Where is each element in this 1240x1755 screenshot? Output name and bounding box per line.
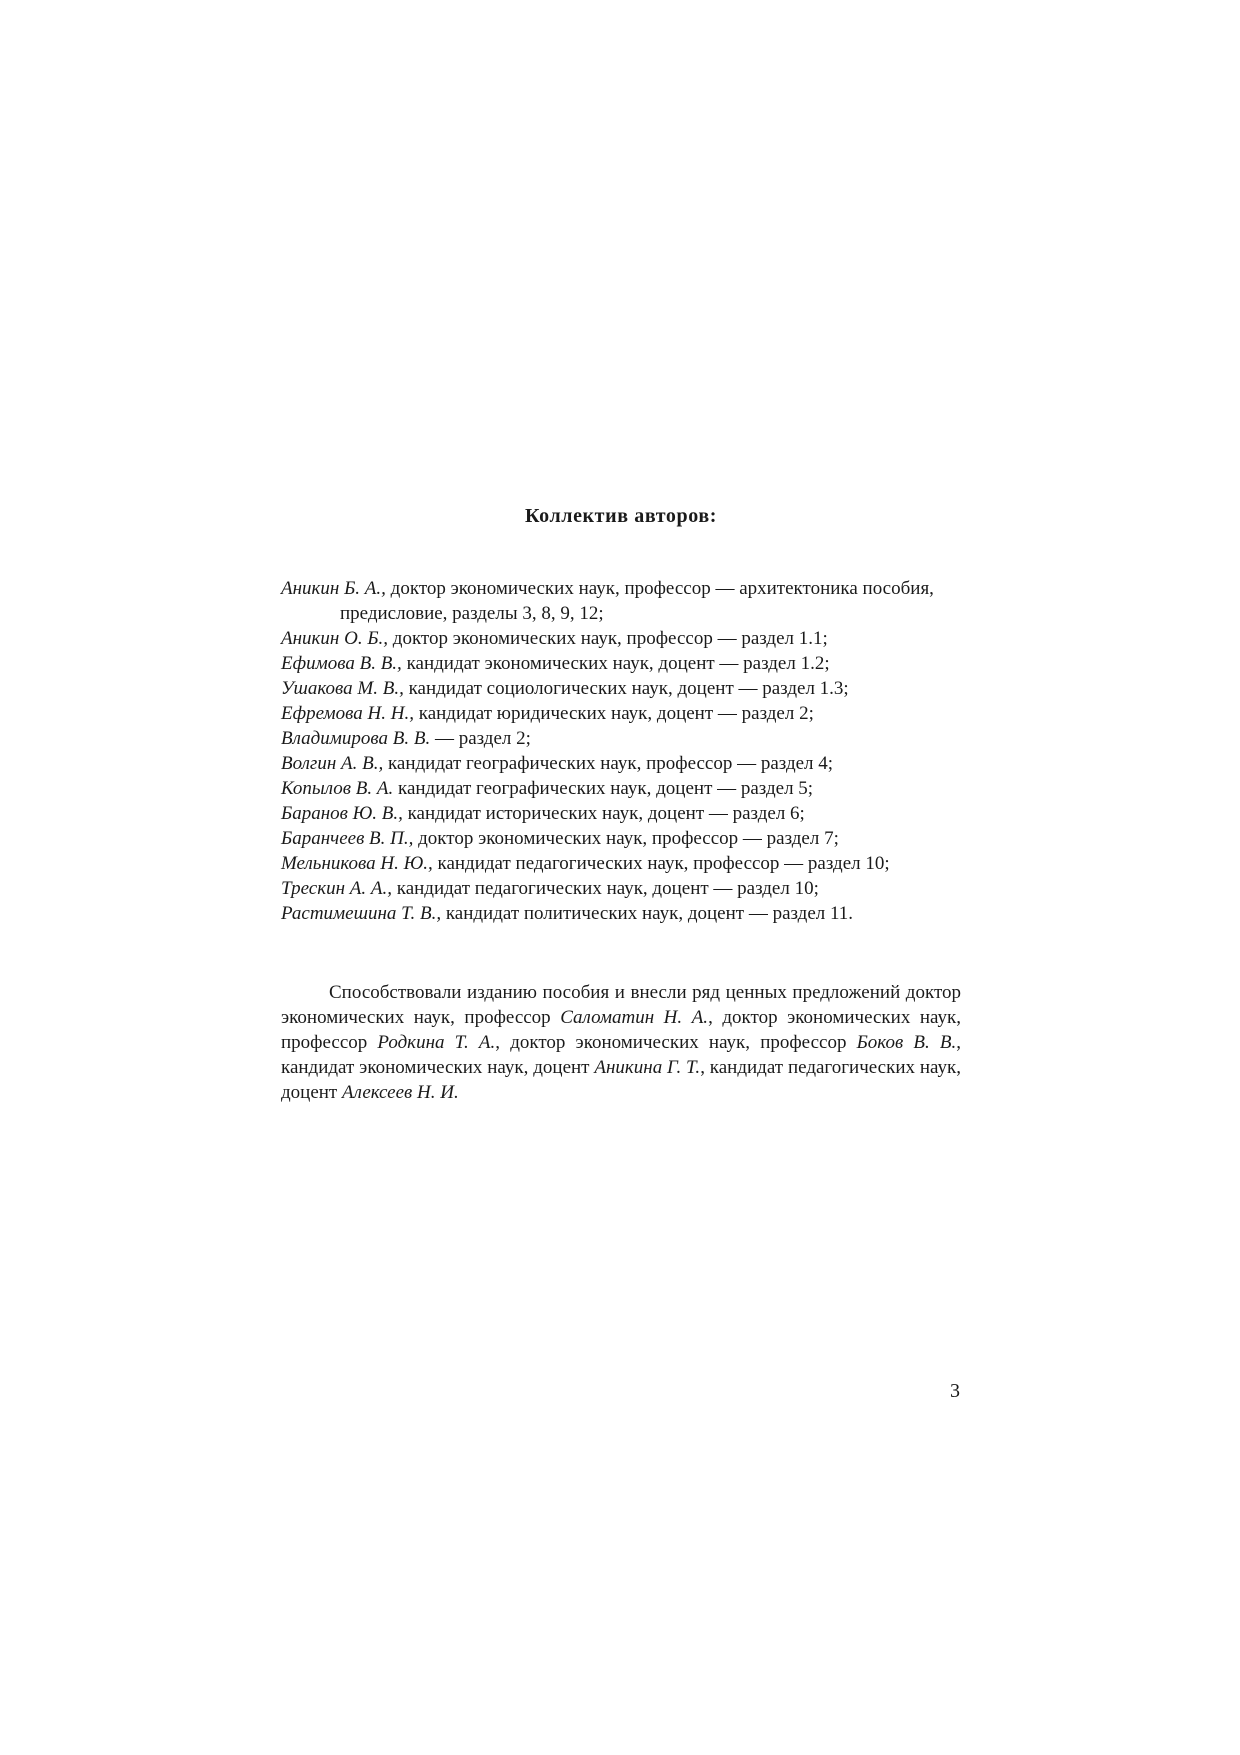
author-name: Владимирова В. В. [281,728,431,749]
text-fragment: Способствовали изданию пособия и внесли ряд ценных предложений доктор экономических наук, профессор [281,982,961,1028]
author-name: Мельникова Н. Ю., [281,853,433,874]
contributors-text [281,980,961,1105]
contributor-name: Аникина Г. Т. [594,1057,701,1078]
author-name: Аникин О. Б., [281,628,389,649]
author-name: Копылов В. А. [281,778,394,799]
author-name: Ефимова В. В., [281,653,402,674]
author-name: Ефремова Н. Н., [281,703,414,724]
list-item [281,626,961,651]
author-description: кандидат политических наук, доцент — раздел 11. [441,903,854,924]
author-name: Баранчеев В. П., [281,828,414,849]
author-name: Баранов Ю. В., [281,803,403,824]
author-description: кандидат юридических наук, доцент — раздел 2; [414,703,814,724]
author-description: кандидат географических наук, профессор — раздел 4; [383,753,834,774]
list-item [281,676,961,701]
author-name: Аникин Б. А., [281,578,386,599]
page-number: 3 [950,1380,960,1402]
list-item [281,701,961,726]
author-description: кандидат экономических наук, доцент — раздел 1.2; [401,653,830,674]
author-description: кандидат исторических наук, доцент — раздел 6; [402,803,805,824]
author-description: доктор экономических наук, профессор — раздел 7; [413,828,839,849]
author-description: доктор экономических наук, профессор — архитектоника пособия, предисловие, разделы 3, 8, 9, 12; [340,578,934,624]
text-fragment: , доктор экономических наук, профессор [495,1032,857,1053]
list-item [281,726,961,751]
list-item [281,851,961,876]
list-item [281,801,961,826]
authors-list [281,576,961,926]
list-item [281,651,961,676]
author-description: — раздел 2; [430,728,531,749]
contributor-name: Боков В. В. [856,1032,957,1053]
author-name: Растимешина Т. В., [281,903,442,924]
author-description: кандидат педагогических наук, доцент — раздел 10; [392,878,819,899]
list-item [281,576,961,626]
contributors-paragraph [281,980,961,1105]
author-name: Трескин А. А., [281,878,392,899]
text-fragment: , кандидат педагогических наук, доцент [281,1057,961,1103]
author-description: кандидат педагогических наук, профессор — раздел 10; [432,853,890,874]
page-title: Коллектив авторов: [525,505,717,527]
text-fragment: , кандидат экономических наук, доцент [281,1032,961,1078]
list-item [281,751,961,776]
contributor-name: Родкина Т. А. [377,1032,496,1053]
author-description: кандидат социологических наук, доцент — раздел 1.3; [403,678,849,699]
list-item [281,876,961,901]
list-item [281,826,961,851]
author-name: Ушакова М. В., [281,678,404,699]
list-item [281,901,961,926]
contributor-name: Саломатин Н. А. [560,1007,709,1028]
contributor-name: Алексеев Н. И. [342,1082,459,1103]
author-description: доктор экономических наук, профессор — раздел 1.1; [388,628,828,649]
author-description: кандидат географических наук, доцент — раздел 5; [393,778,814,799]
author-name: Волгин А. В., [281,753,384,774]
text-fragment: , доктор экономических наук, профессор [281,1007,962,1053]
list-item [281,776,961,801]
